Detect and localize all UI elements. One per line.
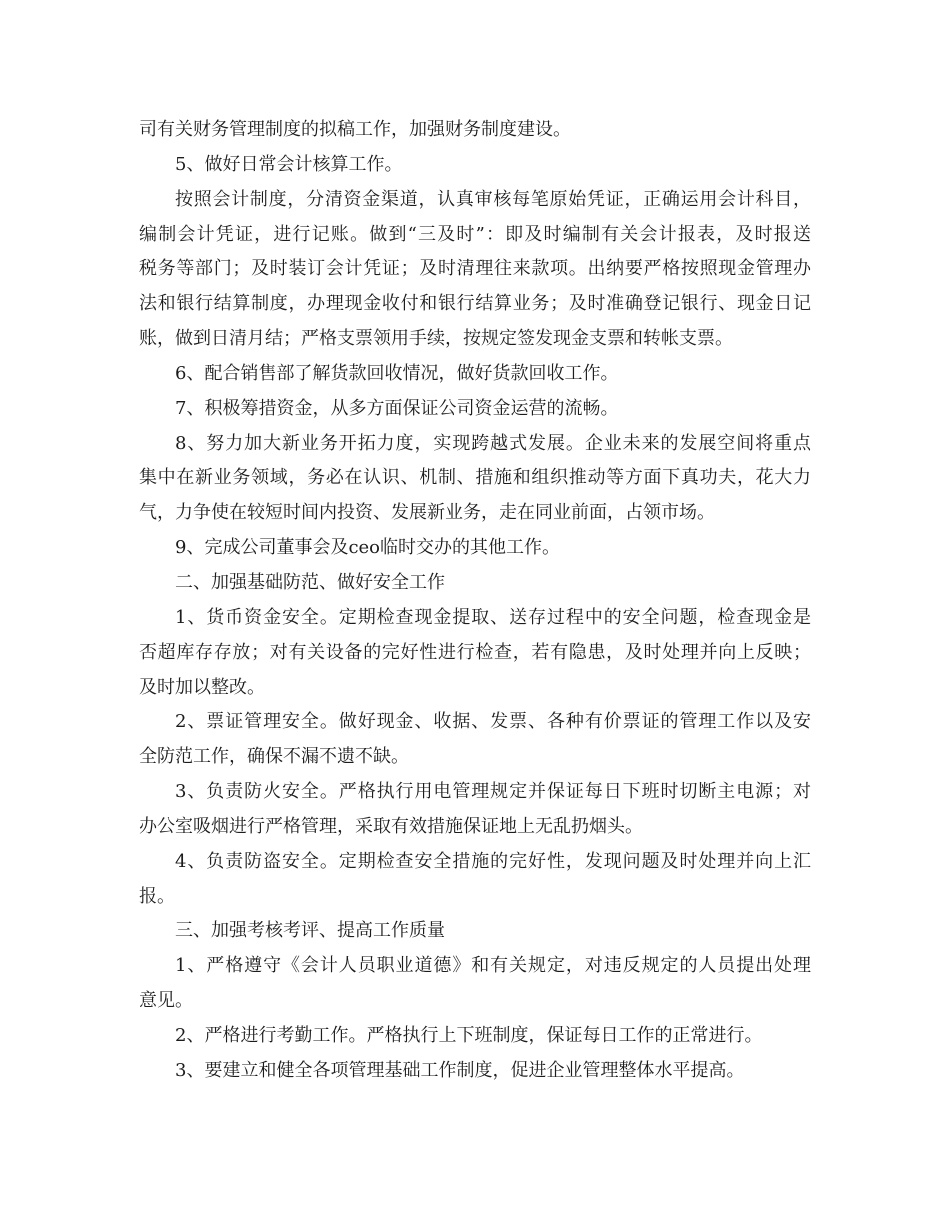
text-line: 及时加以整改。 — [139, 676, 265, 698]
text-line: 集中在新业务领域，务必在认识、机制、措施和组织推动等方面下真功夫，花大力 — [139, 467, 811, 489]
list-item: 8、努力加大新业务开拓力度，实现跨越式发展。企业未来的发展空间将重点 — [175, 432, 811, 454]
text-line: 司有关财务管理制度的拟稿工作，加强财务制度建设。 — [139, 119, 571, 140]
list-item: 2、严格进行考勤工作。严格执行上下班制度，保证每日工作的正常进行。 — [175, 1024, 763, 1046]
text-line: 税务等部门；及时装订会计凭证；及时清理往来款项。出纳要严格按照现金管理办 — [139, 258, 811, 280]
text-line: 气，力争使在较短时间内投资、发展新业务，走在同业前面，占领市场。 — [139, 502, 715, 524]
document-body — [139, 113, 811, 1089]
text-line: 全防范工作，确保不漏不遗不缺。 — [139, 746, 409, 768]
list-item: 6、配合销售部了解货款回收情况，做好货款回收工作。 — [175, 362, 619, 384]
text-line: 按照会计制度，分清资金渠道，认真审核每笔原始凭证，正确运用会计科目， — [175, 188, 811, 210]
text-line: 法和银行结算制度，办理现金收付和银行结算业务；及时准确登记银行、现金日记 — [139, 293, 811, 315]
text-line: 账，做到日清月结；严格支票领用手续，按规定签发现金支票和转帐支票。 — [139, 328, 733, 350]
list-item: 7、积极筹措资金，从多方面保证公司资金运营的流畅。 — [175, 397, 619, 419]
list-item: 4、负责防盗安全。定期检查安全措施的完好性，发现问题及时处理并向上汇 — [175, 850, 811, 872]
section-heading: 三、加强考核考评、提高工作质量 — [175, 920, 445, 942]
list-item: 1、严格遵守《会计人员职业道德》和有关规定，对违反规定的人员提出处理 — [175, 955, 811, 977]
section-heading: 二、加强基础防范、做好安全工作 — [175, 571, 445, 593]
text-line: 意见。 — [139, 990, 193, 1012]
text-line: 办公室吸烟进行严格管理，采取有效措施保证地上无乱扔烟头。 — [139, 815, 643, 837]
list-item: 1、货币资金安全。定期检查现金提取、送存过程中的安全问题，检查现金是 — [175, 606, 811, 628]
list-item: 3、要建立和健全各项管理基础工作制度，促进企业管理整体水平提高。 — [175, 1059, 745, 1081]
list-item: 2、票证管理安全。做好现金、收据、发票、各种有价票证的管理工作以及安 — [175, 711, 811, 733]
text-line: 报。 — [139, 885, 175, 907]
text-line: 编制会计凭证，进行记账。做到“三及时”：即及时编制有关会计报表，及时报送 — [139, 223, 811, 245]
list-item-heading: 5、做好日常会计核算工作。 — [175, 153, 403, 175]
list-item: 3、负责防火安全。严格执行用电管理规定并保证每日下班时切断主电源；对 — [175, 781, 811, 803]
list-item: 9、完成公司董事会及ceo临时交办的其他工作。 — [175, 537, 561, 559]
text-line: 否超库存存放；对有关设备的完好性进行检查，若有隐患，及时处理并向上反映； — [139, 641, 811, 663]
